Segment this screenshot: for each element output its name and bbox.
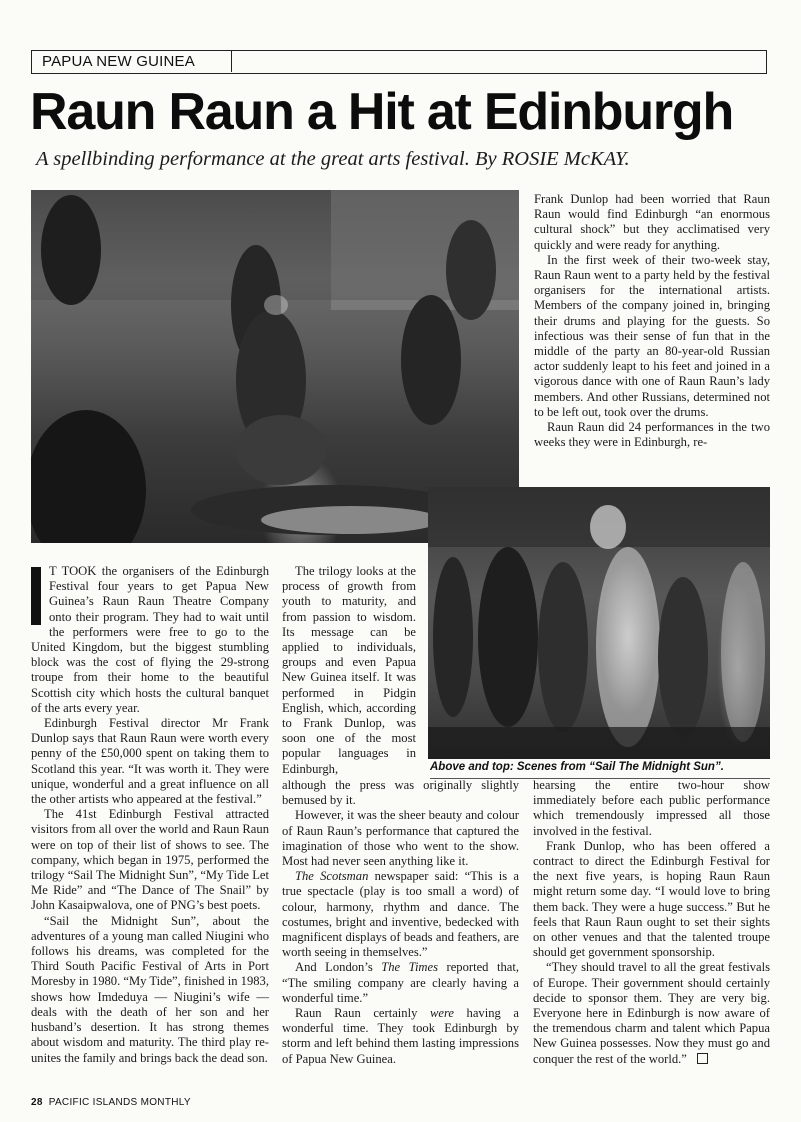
paragraph-text: Raun Raun certainly	[295, 1006, 430, 1021]
opening-paragraph	[31, 564, 269, 716]
paragraph: However, it was the sheer beauty and colour of Raun Raun’s performance that captured the imagination of those who went to the show. Most had never seen anything like it.	[282, 808, 519, 869]
paragraph	[282, 869, 519, 960]
paragraph: The 41st Edinburgh Festival attracted visitors from all over the world and Raun Raun were on top of their list of shows to see. The company, which began in 1975, performed the trilogy “Sail The Midnight Sun”, “My Tide Let Me Ride” and “The Dance of The Snail” by John Kasaipwalova, one of PNG’s best poets.	[31, 807, 269, 913]
article-column-1	[31, 564, 269, 1066]
page-footer	[31, 1097, 191, 1108]
end-of-article-icon	[697, 1053, 708, 1064]
paragraph	[282, 960, 519, 1006]
paragraph: Raun Raun did 24 performances in the two weeks they were in Edinburgh, re-	[534, 420, 770, 450]
paragraph: Frank Dunlop, who has been offered a contract to direct the Edinburgh Festival for the next five years, is hoping Raun Raun might return some day. “I would love to bring them back. They were a huge success.” But he feels that Raun Raun ought to set their sights on other venues and that the talented troupe should get government sponsorship.	[533, 838, 770, 960]
paragraph: although the press was originally slightly bemused by it.	[282, 778, 519, 808]
section-divider	[231, 51, 232, 72]
deck: A spellbinding performance at the great arts festival. By ROSIE McKAY.	[36, 148, 630, 170]
publication-name: PACIFIC ISLANDS MONTHLY	[48, 1097, 191, 1108]
paragraph-text: having a wonderful time. They took Edinburgh by storm and left behind them lasting impressions of Papua New Guinea.	[282, 1006, 519, 1066]
paragraph: hearsing the entire two-hour show immediately before each public performance which tremendously impressed all those involved in the festival.	[533, 778, 770, 838]
article-column-2-bottom	[282, 778, 519, 1067]
paragraph: The trilogy looks at the process of growth from youth to maturity, and from passion to wisdom. Its message can be applied to individuals, groups and even Papua New Guinea itself. It was performed in Pidgin English, which, according to Frank Dunlop, was soon one of the most popular languages in Edinburgh,	[282, 564, 416, 776]
paragraph: In the first week of their two-week stay, Raun Raun went to a party held by the festival organisers for the international artists. Members of the company joined in, bringing their drums and playing for the guests. So infectious was their sense of fun that in the middle of the party an 80-year-old Russian actor suddenly leapt to his feet and joined in a vigorous dance with one of Raun Raun’s lady members. And other Russians, determined not to be left out, took over the drums.	[534, 252, 770, 419]
photo-caption: Above and top: Scenes from “Sail The Midnight Sun”.	[430, 761, 724, 773]
section-label: PAPUA NEW GUINEA	[42, 53, 195, 70]
paragraph	[282, 1006, 519, 1067]
publication-title: The Scotsman	[295, 869, 369, 884]
article-column-3	[533, 778, 770, 1067]
performance-photo-bottom-art	[428, 487, 770, 759]
paragraph-text: newspaper said: “This is a true spectacle (play is too small a word) of colour, harmony, rhythm and dance. The costumes, bright and inventive, bedecked with magnificent displays of beads and feathers, are worth seeing in themselves.”	[282, 869, 519, 960]
paragraph-text: reported that, “The smiling company are clearly having a wonderful time.”	[282, 960, 519, 1005]
paragraph	[533, 960, 770, 1066]
section-banner	[31, 50, 767, 74]
article-column-2-top	[282, 564, 416, 777]
emphasis-word: were	[429, 1006, 454, 1021]
publication-title: The Times	[381, 960, 439, 975]
performance-photo-bottom	[428, 487, 770, 759]
page-number: 28	[31, 1097, 43, 1108]
headline: Raun Raun a Hit at Edinburgh	[30, 83, 734, 141]
paragraph: Frank Dunlop had been worried that Raun Raun would find Edinburgh “an enormous cultural shock” but they acclimatised very quickly and were ready for anything.	[534, 192, 770, 252]
paragraph: “Sail the Midnight Sun”, about the adventures of a young man called Niugini who follows his dreams, was completed for the Third South Pacific Festival of Arts in Port Moresby in 1980. “My Tide”, finished in 1983, shows how Imdeduya — Niugini’s wife — deals with the death of her son and her husband’s desertion. It has strong themes about wisdom and maturity. The third play re-unites the family and brings back the dead son.	[31, 913, 269, 1065]
article-column-right-top	[534, 192, 770, 450]
opening-paragraph-text: T TOOK the organisers of the Edinburgh Festival four years to get Papua New Guinea’s Raun Raun Theatre Company onto their program. They had to wait until the performers were free to go to the United Kingdom, but the biggest stumbling block was the cost of flying the 29-strong troupe from their home to the beautiful Scottish city which hosts the cultural banquet of the arts every year.	[31, 564, 269, 715]
paragraph: Edinburgh Festival director Mr Frank Dunlop says that Raun Raun were worth every penny of the £50,000 spent on taking them to Scotland this year. “It was worth it. They were unique, wonderful and a great influence on all the other artists who appeared at the festival.”	[31, 716, 269, 807]
paragraph-text: And London’s	[295, 960, 382, 975]
drop-cap	[31, 567, 41, 625]
paragraph-text: “They should travel to all the great festivals of Europe. Their government should certainly decide to sponsor them. They are very big. Everyone here in Edinburgh is now aware of the tremendous charm and talent which Papua New Guinea possesses. Now they must go and conquer the rest of the world.”	[533, 960, 770, 1066]
